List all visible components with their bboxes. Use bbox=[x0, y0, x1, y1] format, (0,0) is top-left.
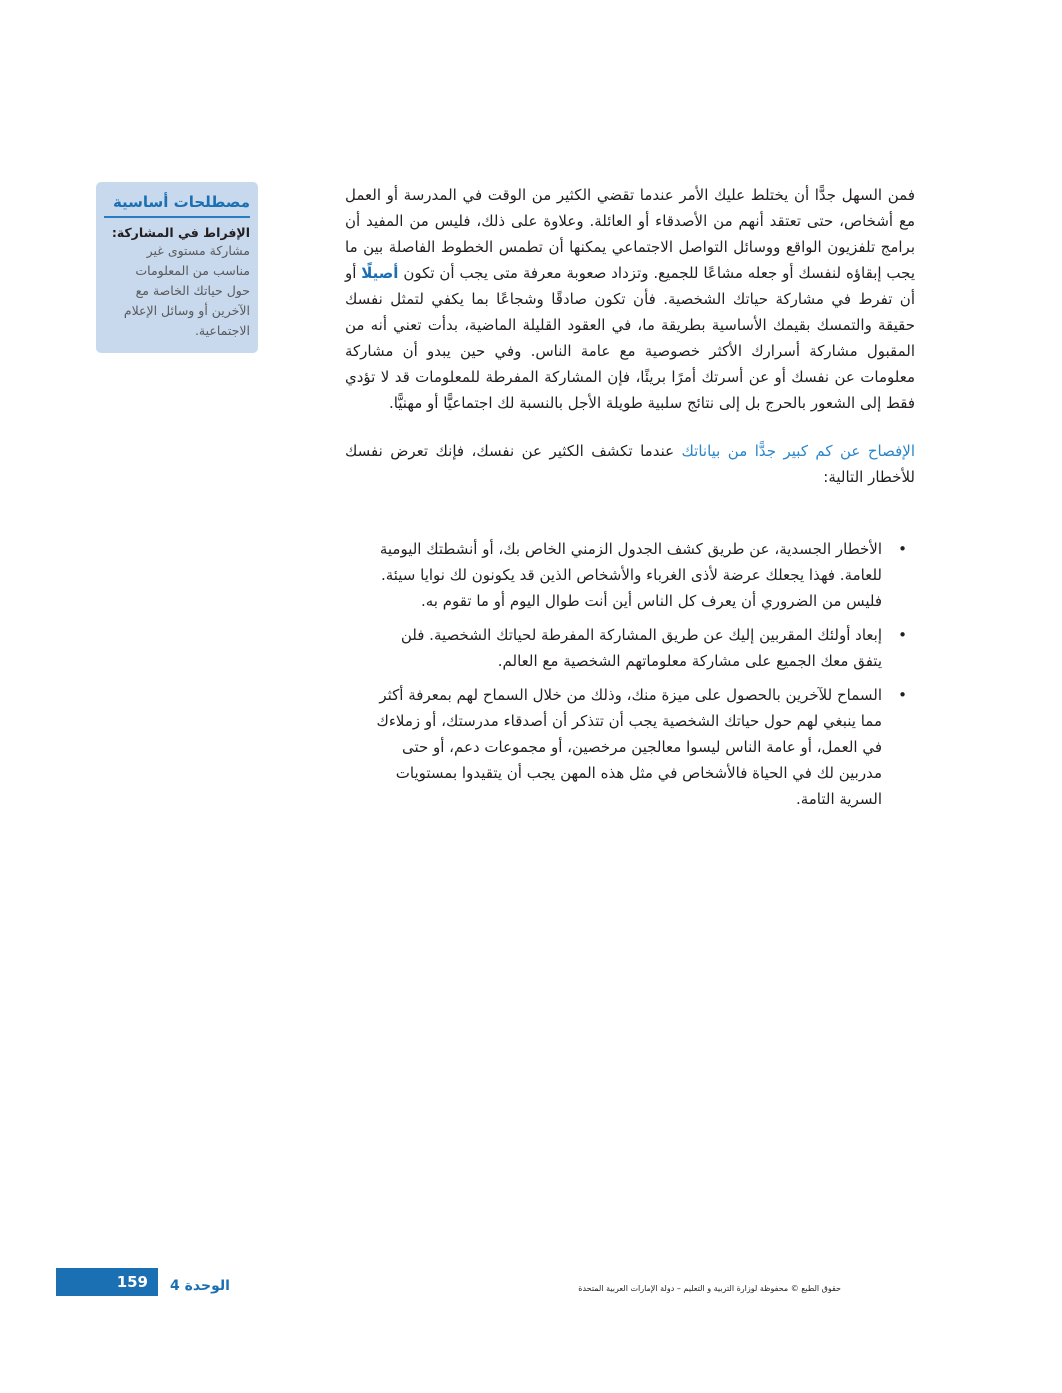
list-item-text: إبعاد أولئك المقربين إليك عن طريق المشاركة المفرطة لحياتك الشخصية. فلن يتفق معك الجميع على مشاركة معلوماتهم الشخصية مع العالم. bbox=[400, 626, 882, 670]
page-number: 159 bbox=[116, 1273, 148, 1291]
list-item-text: الأخطار الجسدية، عن طريق كشف الجدول الزمني الخاص بك، أو أنشطتك اليومية للعامة. فهذا يجعلك عرضة لأذى الغرباء والأشخاص الذين قد يكونون لك نوايا سيئة. فليس من الضروري أن يعرف كل الناس أين أنت طوال اليوم أو ما تقوم به. bbox=[379, 540, 882, 610]
unit-label: الوحدة 4 bbox=[170, 1278, 230, 1294]
dangers-paragraph bbox=[345, 438, 915, 490]
bullet-icon: • bbox=[898, 626, 907, 644]
list-item-text: السماح للآخرين بالحصول على ميزة منك، وذلك من خلال السماح لهم بمعرفة أكثر مما ينبغي لهم حول حياتك الشخصية يجب أن تتذكر أن أصدقاء مدرستك، أو زملاءك في العمل، أو عامة الناس ليسوا معالجين مرخصين، أو مجموعات دعم، أو حتى مدربين لك في الحياة فالأشخاص في مثل هذه المهن يجب أن يتقيدوا بمستويات السرية التامة. bbox=[376, 686, 882, 808]
page-number-tab bbox=[56, 1268, 158, 1296]
list-item bbox=[372, 622, 907, 674]
bullet-icon: • bbox=[898, 540, 907, 558]
bullet-icon: • bbox=[898, 686, 907, 704]
list-item bbox=[372, 682, 907, 812]
term-definition-line: مشاركة مستوى غير bbox=[146, 243, 250, 258]
dangers-accent-text: الإفصاح عن كم كبير جدًّا من بياناتك bbox=[681, 442, 915, 460]
intro-text: فمن السهل جدًّا أن يختلط عليك الأمر عندما تقضي الكثير من الوقت في المدرسة أو العمل مع أشخاص، حتى تعتقد أنهم من الأصدقاء أو العائلة. وعلاوة على ذلك، فليس من المفيد أن برامج تلفزيون الواقع ووسائل التواصل الاجتماعي يمكنها أن تطمس الخطوط الفاصلة بين ما يجب إبقاؤه لنفسك أو جعله مشاعًا للجميع. وتزداد صعوبة معرفة متى يجب أن تكون bbox=[345, 186, 915, 282]
intro-paragraph bbox=[345, 182, 915, 416]
dangers-text: عندما تكشف الكثير عن نفسك، فإنك تعرض نفسك للأخطار التالية: bbox=[345, 442, 915, 486]
term-definition-line: حول حياتك الخاصة مع bbox=[135, 283, 250, 298]
intro-text: أو أن تفرط في مشاركة حياتك الشخصية. فأن تكون صادقًا وشجاعًا بما يكفي لتمثل نفسك حقيقة والتمسك بقيمك الأساسية بطريقة ما، في العقود القليلة الماضية، بدأت تعني أنه من المقبول مشاركة أسرارك الأكثر خصوصية مع عامة الناس. وفي حين يبدو أن مشاركة معلومات عن نفسك أو عن أسرتك أمرًا بريئًا، فإن المشاركة المفرطة للمعلومات قد لا تؤدي فقط إلى الشعور بالحرج بل إلى نتائج سلبية طويلة الأجل بالنسبة لك اجتماعيًّا أو مهنيًّا. bbox=[345, 264, 915, 412]
key-terms-title: مصطلحات أساسية bbox=[104, 190, 250, 218]
term-definition-line: مناسب من المعلومات bbox=[135, 263, 250, 278]
term-name: الإفراط في المشاركة: bbox=[111, 225, 250, 240]
term-definition-line: الاجتماعية. bbox=[194, 323, 250, 338]
key-term-highlight: أصيلًا bbox=[361, 264, 399, 282]
main-content bbox=[345, 182, 915, 490]
dangers-list bbox=[372, 536, 907, 820]
term-definition-line: الآخرين أو وسائل الإعلام bbox=[123, 303, 250, 318]
copyright-notice: حقوق الطبع © محفوظة لوزارة التربية و التعليم – دولة الإمارات العربية المتحدة bbox=[578, 1284, 841, 1293]
key-terms-box bbox=[96, 182, 258, 353]
list-item bbox=[372, 536, 907, 614]
term-definition bbox=[104, 241, 250, 341]
